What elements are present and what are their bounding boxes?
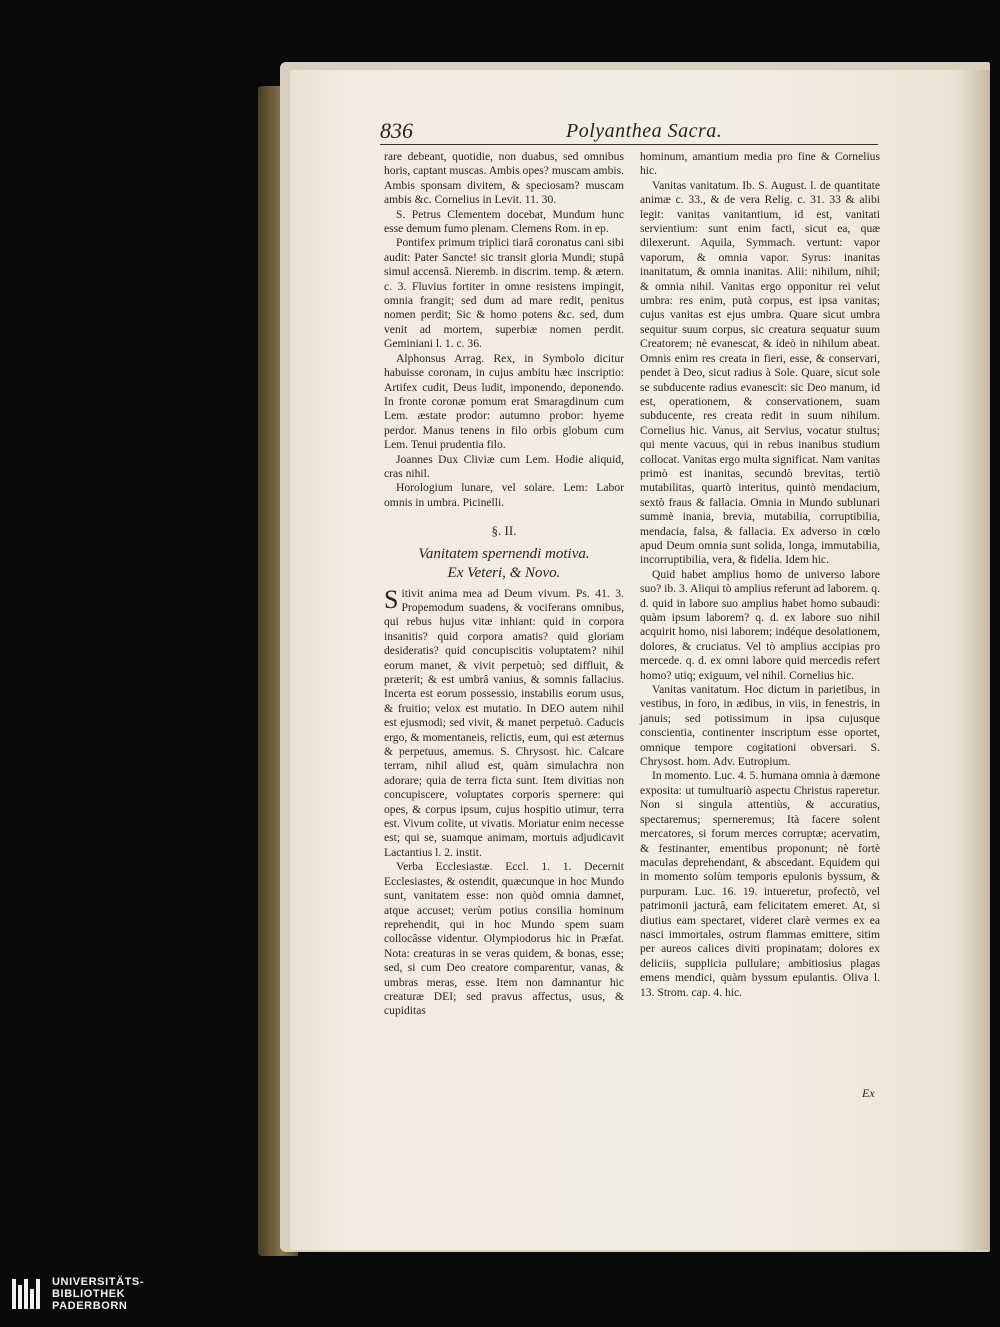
- paragraph: rare debeant, quotidie, non duabus, sed omnibus horis, captant muscas. Ambis opes? muscam ambis. Ambis sponsam divitem, & speciosam? muscam ambis &c. Cornelius in Levit. 11. 30.: [384, 150, 624, 207]
- section-subtitle: Ex Veteri, & Novo.: [447, 564, 561, 581]
- paragraph: Pontifex primum triplici tiarâ coronatus cani sibi audit: Pater Sancte! sic transit gloria Mundi; stupâ simul accensâ. Nieremb. in discrim. temp. & ætern. c. 3. Fluvius fortiter in omne resistens impingit, omnia frangit; sed dum ad mare redit, penitus nomen perdit; Sic & homo potens &c. sed, dum venit ad mortem, superbiæ nomen perdit. Geminiani l. 1. c. 36.: [384, 236, 624, 351]
- section-number: §. II.: [491, 523, 517, 539]
- paragraph: Joannes Dux Cliviæ cum Lem. Hodie aliquid, cras nihil.: [384, 452, 624, 480]
- right-column: [640, 150, 880, 1000]
- paragraph: Horologium lunare, vel solare. Lem: Labor omnis in umbra. Picinelli.: [384, 481, 624, 509]
- page-number: 836: [380, 118, 413, 143]
- catchword: Ex: [862, 1086, 875, 1100]
- logo-line: PADERBORN: [52, 1300, 128, 1312]
- paragraph: hominum, amantium media pro fine & Cornelius hic.: [640, 150, 880, 178]
- section-heading: [384, 524, 624, 582]
- paragraph: Vanitas vanitatum. Hoc dictum in parietibus, in vestibus, in foro, in ædibus, in viis, in fenestris, in januis; sed potissimum in ipsa cujusque conscientia, continenter inscriptum esse oportet, omnique tempore cogitationi obversari. S. Chrysost. hom. Adv. Eutropium.: [640, 683, 880, 769]
- left-column: [384, 150, 624, 1019]
- library-logo-text: [52, 1276, 144, 1312]
- paragraph: Quid habet amplius homo de universo labore suo? ib. 3. Aliqui tò amplius referunt ad laborem. q. d. quid in labore suo amplius habet homo subaudi: quàm ipsum laborem? q. d. ex labore suo nihil acquirit homo, nisi laborem; indéque desolationem, dolores, & cruciatus. Vel tò amplius accipias pro mercede. q. d. ex omni labore quid mercedis refert homo? utiq; exiguum, vel nihil. Cornelius hic.: [640, 567, 880, 682]
- paragraph: [384, 584, 624, 861]
- paragraph-text: itivit anima mea ad Deum vivum. Ps. 41. 3. Propemodum suadens, & vociferans omnibus, qui rebus hujus vitæ inhiant: quid in corpora insanitis? quid corpora amatis? quid gloriam desideratis? quid concupiscitis voluptatem? nihil eorum manet, & vivit perpetuò; sed diffluit, & præterit; & est umbrâ vanius, & somnis fallacius. Incerta est eorum possessio, instabilis eorum usus, & fruitio; velox est mutatio. In DEO autem nihil est ejusmodi; sed vivit, & manet perpetuò. Caducis ergo, & momentaneis, relictis, eum, qui est æternus & perpetuus, amemus. S. Chrysost. hic. Calcare terram, nihil aliud est, quàm simulachra non adorare; quia de terra ficta sunt. Item divitias non concupiscere, voluptates corporis spernere: qui opes, & corpus ipsum, cujus hospitio utimur, terra est. Vivum colite, ut vivatis. Moriatur enim necesse est; qui se, suamque animam, mortuis adjudicavit Lactantius l. 2. instit.: [384, 586, 624, 859]
- header-rule: [380, 144, 878, 145]
- drop-cap: S: [384, 584, 399, 614]
- paragraph: Verba Ecclesiastæ. Eccl. 1. 1. Decernit Ecclesiastes, & ostendit, quæcunque in hoc Mundo sunt, vanitatem esse: non quòd omnia damnet, atque accuset; verùm potius consilia hominum reprehendit, qui in hoc Mundo spem suam collocâsse videntur. Olympiodorus hic in Præfat. Nota: creaturas in se veras quidem, & bonas, esse; sed, si cum Deo creatore comparentur, vanas, & umbras meras, esse. Item non damnantur hic creaturæ DEI; sed pravus affectus, usus, & cupiditas: [384, 860, 624, 1018]
- paragraph: In momento. Luc. 4. 5. humana omnia à dæmone exposita: ut tumultuariò aspectu Christus raperetur. Non si singula attentiùs, & accuratius, spectaremus; sperneremus; Ità facere solent mercatores, si forum merces corruptæ; acervatim, & festinanter, ementibus proponunt; nè fortè maculas deprehendant, & abscedant. Equidem qui in momento solùm temporis epulonis byssum, & purpuram. Luc. 16. 19. intueretur, profectò, vel patrimonii jacturâ, eam felicitatem emeret. At, si diutius eam spectaret, videret clarè vermes ex ea nasci immortales, ostrum flammas emittere, sitim per aureos calices diviti propinatam; dolores ex deliciis, supplicia pullulare; ambitiosius plagas emens mendici, quàm byssum epulantis. Oliva l. 13. Strom. cap. 4. hic.: [640, 769, 880, 999]
- page-gutter-shadow: [960, 70, 990, 1250]
- paragraph: S. Petrus Clementem docebat, Mundum hunc esse demum fumo plenam. Clemens Rom. in ep.: [384, 207, 624, 236]
- logo-line: BIBLIOTHEK: [52, 1288, 126, 1300]
- paragraph: Alphonsus Arrag. Rex, in Symbolo dicitur habuisse coronam, in cujus ambitu hæc inscriptio: Artifex cudit, Deus ludit, imponendo, deponendo. In fronte coronæ pomum erat Smaragdinum cum Lem. æstate prodor: autumno probor: hyeme perdor. Manus tenens in filo orbis globum cum Lem. Tenui prudentia filo.: [384, 351, 624, 452]
- section-title: Vanitatem spernendi motiva.: [418, 545, 590, 562]
- running-title: Polyanthea Sacra.: [566, 120, 723, 142]
- library-logo: [12, 1276, 192, 1322]
- paragraph: Vanitas vanitatum. Ib. S. August. l. de quantitate animæ c. 33., & de vera Relig. c. 31. 33 & alibi legit: vanitas vanitantium, id est, vanitati servientium: sunt enim facti, sicut ea, quæ dilexerunt. Aquila, Symmach. vertunt: vapor vaporum, & omnia vapor. Syrus: inanitas inanitatum, & omnia inanitas. Alii: nihilum, nihil; & omnia nihil. Vanitas ergo opponitur rei velut umbra: res enim, putà corpus, est ipsa vanitas; cujus vanitas est ejus umbra. Quare sicut umbra sequitur suum corpus, sic creatura sequatur suum Creatorem; nè evanescat, & ideò in nihilum abeat. Omnis enim res creata in fieri, esse, & conservari, pendet à Deo, sicut radius à Sole. Quare, sicut sole se subducente radius evanescit: sic Deo manum, id est, operationem, & conservationem, suam subducente, res creata redit in suum nihilum. Cornelius hic. Vanus, ait Servius, vocatur stultus; qui mente vacuus, qui in rebus inanibus studium collocat. Vanitas ergo multa significat. Nam vanitas primò est inanitas, secundò brevitas, tertiò mutabilitas, quartò interitus, quintò mendacium, sextò fraus & fallacia. Omnia in Mundo sublunari summè inania, brevia, mutabilia, corruptibilia, mendacia, falsa, & fallacia. Ex adverso in cœlo apud Deum omnia sunt solida, longa, immutabilia, incorruptibilia, vera, & fidelia. Idem hic.: [640, 178, 880, 567]
- logo-line: UNIVERSITÄTS-: [52, 1276, 145, 1288]
- library-logo-icon: [12, 1279, 44, 1309]
